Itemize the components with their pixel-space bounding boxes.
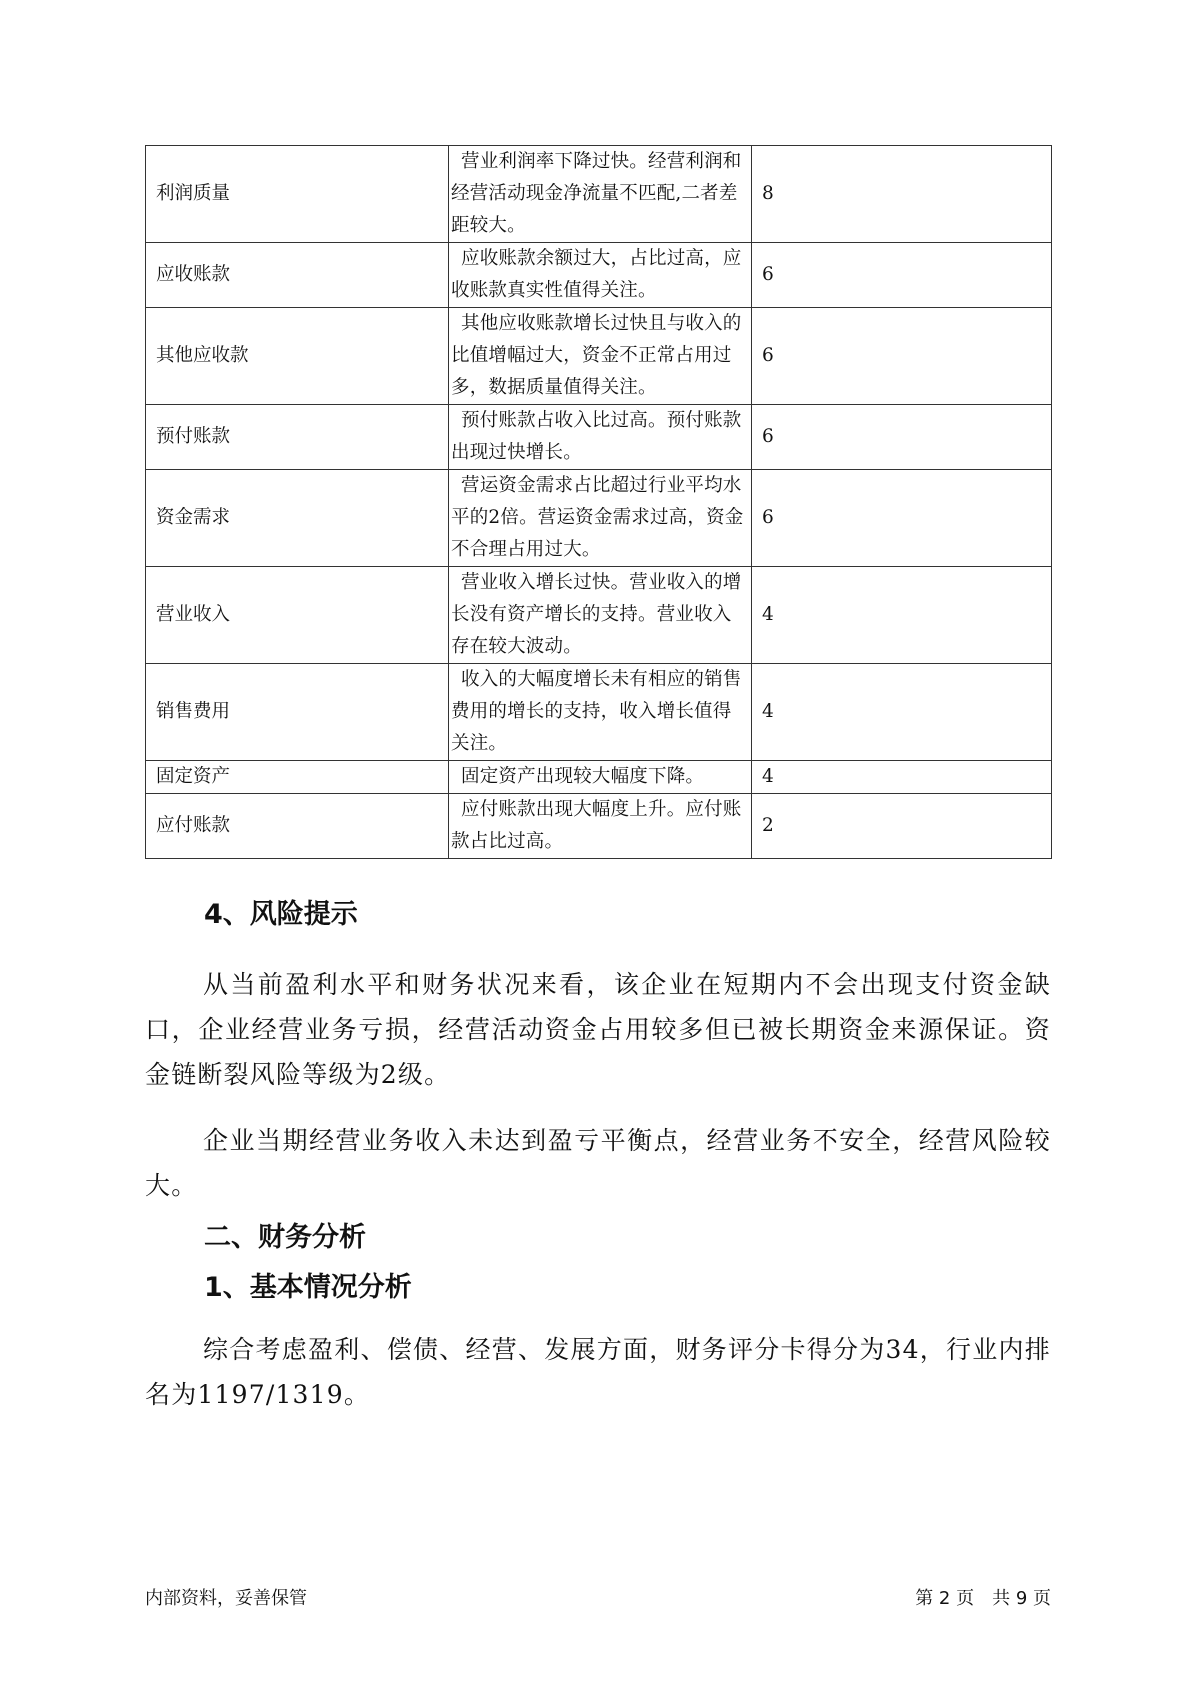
risk-description-text: 营业收入增长过快。营业收入的增长没有资产增长的支持。营业收入存在较大波动。 (451, 572, 742, 657)
table-row (146, 146, 1052, 243)
table-row (146, 664, 1052, 761)
table-row (146, 308, 1052, 405)
risk-description-cell (449, 146, 752, 243)
risk-item-cell: 营业收入 (146, 567, 449, 664)
finance-heading: 二、财务分析 (204, 1222, 366, 1253)
risk-description-cell (449, 243, 752, 308)
risk-item-cell: 预付账款 (146, 405, 449, 470)
risk-description-text: 其他应收账款增长过快且与收入的比值增幅过大，资金不正常占用过多，数据质量值得关注。 (451, 313, 742, 398)
risk-description-text: 营业利润率下降过快。经营利润和经营活动现金净流量不匹配,二者差距较大。 (451, 151, 742, 236)
risk-score-cell: 4 (752, 567, 1052, 664)
risk-description-cell (449, 405, 752, 470)
table-row (146, 243, 1052, 308)
footer-confidential-note: 内部资料，妥善保管 (145, 1588, 307, 1609)
risk-description-cell (449, 664, 752, 761)
risk-score-cell: 8 (752, 146, 1052, 243)
risk-description-text: 收入的大幅度增长未有相应的销售费用的增长的支持，收入增长值得关注。 (451, 669, 742, 754)
table-row (146, 405, 1052, 470)
risk-description-text: 应付账款出现大幅度上升。应付账款占比过高。 (451, 799, 742, 852)
risk-paragraph-2: 企业当期经营业务收入未达到盈亏平衡点，经营业务不安全，经营风险较大。 (145, 1126, 1051, 1200)
risk-description-cell (449, 470, 752, 567)
risk-score-cell: 6 (752, 405, 1052, 470)
risk-item-cell: 应付账款 (146, 794, 449, 859)
risk-indicator-table (145, 145, 1052, 859)
footer-page-number: 第 2 页 共 9 页 (915, 1588, 1051, 1609)
risk-item-cell: 固定资产 (146, 761, 449, 794)
risk-score-cell: 4 (752, 664, 1052, 761)
basic-analysis-paragraph: 综合考虑盈利、偿债、经营、发展方面，财务评分卡得分为34，行业内排名为1197/1319。 (145, 1335, 1051, 1409)
risk-description-text: 预付账款占收入比过高。预付账款出现过快增长。 (451, 410, 742, 463)
risk-description-cell (449, 567, 752, 664)
risk-description-cell (449, 761, 752, 794)
table-row (146, 794, 1052, 859)
risk-score-cell: 2 (752, 794, 1052, 859)
risk-description-text: 营运资金需求占比超过行业平均水平的2倍。营运资金需求过高，资金不合理占用过大。 (451, 475, 744, 560)
table-row (146, 567, 1052, 664)
risk-item-cell: 销售费用 (146, 664, 449, 761)
risk-score-cell: 6 (752, 243, 1052, 308)
risk-heading: 4、风险提示 (204, 899, 358, 930)
risk-item-cell: 资金需求 (146, 470, 449, 567)
risk-description-text: 固定资产出现较大幅度下降。 (461, 766, 705, 787)
risk-score-cell: 6 (752, 470, 1052, 567)
risk-item-cell: 利润质量 (146, 146, 449, 243)
risk-paragraph-1: 从当前盈利水平和财务状况来看，该企业在短期内不会出现支付资金缺口，企业经营业务亏损，经营活动资金占用较多但已被长期资金来源保证。资金链断裂风险等级为2级。 (145, 970, 1051, 1089)
basic-analysis-heading: 1、基本情况分析 (204, 1272, 412, 1303)
risk-description-cell (449, 308, 752, 405)
risk-item-cell: 应收账款 (146, 243, 449, 308)
table-row (146, 761, 1052, 794)
table-row (146, 470, 1052, 567)
risk-description-text: 应收账款余额过大，占比过高，应收账款真实性值得关注。 (451, 248, 742, 301)
risk-score-cell: 6 (752, 308, 1052, 405)
risk-item-cell: 其他应收款 (146, 308, 449, 405)
risk-description-cell (449, 794, 752, 859)
risk-score-cell: 4 (752, 761, 1052, 794)
